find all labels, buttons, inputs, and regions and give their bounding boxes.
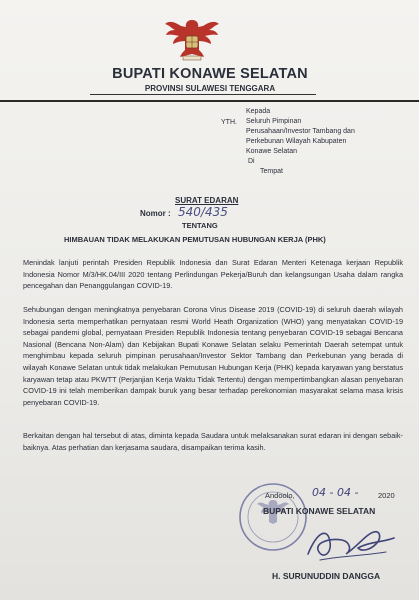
- handwritten-date: 04 - 04 -: [312, 486, 359, 499]
- body-paragraph: Berkaitan dengan hal tersebut di atas, diminta kepada Saudara untuk melaksanakan surat edaran ini dengan sebaik-baiknya. Atas perhatian dan kerjasama saudara, disampaikan terima kasih.: [23, 431, 403, 452]
- yth-label: YTH.: [221, 119, 237, 126]
- nomor-label: Nomor :: [140, 209, 171, 218]
- recipient-line: Kepada: [246, 108, 271, 115]
- recipient-block: [246, 107, 355, 177]
- letter-year: 2020: [378, 491, 395, 500]
- letter-subject: HIMBAUAN TIDAK MELAKUKAN PEMUTUSAN HUBUNGAN KERJA (PHK): [64, 235, 326, 244]
- nomor-value: 540/435: [178, 205, 228, 219]
- document-type-title: SURAT EDARAN: [175, 196, 239, 205]
- recipient-line: Seluruh Pimpinan: [246, 118, 302, 125]
- body-paragraph: Sehubungan dengan meningkatnya penyebaran Corona Virus Disease 2019 (COVID-19) di seluruh daerah wilayah Indonesia serta memperhatikan pernyataan resmi World Heath Organization (WHO) yang menyatakan COVID-19 sebagai pandemi global, pernyataan Presiden Republik Indonesia tentang penyebaran COVID-19 sebagai Bencana Nasional (Bencana Non-Alam) dan Kebijakan Bupati Konawe Selatan selaku Pemerintah Daerah setempat untuk menghimbau kepada seluruh pimpinan perusahaan/Investor Sektor Tambang dan Perkebunan yang berada di wilayah Konawe Selatan untuk tidak melakukan Pemutusan Hubungan Kerja (PHK) kepada karyawan yang berstatus karyawan tetap atau PKWTT (Perjanjian Kerja Waktu Tidak Tertentu) dengan mempertimbangkan alasan penyebaran COVID-19 ini telah memberikan dampak buruk yang besar terhadap perekonomian masyarakat selama masa krisis penyebaran COVID-19.: [23, 305, 403, 407]
- page-title: BUPATI KONAWE SELATAN: [112, 66, 308, 82]
- tentang-label: TENTANG: [182, 221, 218, 230]
- garuda-emblem-icon: [163, 14, 221, 62]
- recipient-line: Di: [248, 158, 255, 165]
- recipient-line: Tempat: [260, 168, 283, 175]
- body-paragraph: Menindak lanjuti perintah Presiden Republik Indonesia dan Surat Edaran Menteri Ketenaga kerjaan Republik Indonesia Nomor M/3/HK.04/III 2020 tentang Perlindungan Pekerja/Buruh dan kelangsungan Usaha dalam rangka pencegahan dan Penanggulangan COVID-19.: [23, 258, 403, 291]
- recipient-line: Perusahaan/Investor Tambang dan: [246, 128, 355, 135]
- letter-city: Andoolo,: [265, 491, 295, 500]
- signer-name: H. SURUNUDDIN DANGGA: [272, 571, 381, 581]
- header-divider-thick: [0, 100, 419, 102]
- signature-icon: [300, 520, 400, 568]
- header-divider-thin: [90, 94, 316, 95]
- recipient-line: Konawe Selatan: [246, 148, 297, 155]
- recipient-line: Perkebunan Wilayah Kabupaten: [246, 138, 347, 145]
- province-subtitle: PROVINSI SULAWESI TENGGARA: [144, 84, 276, 93]
- signer-title: BUPATI KONAWE SELATAN: [263, 506, 376, 516]
